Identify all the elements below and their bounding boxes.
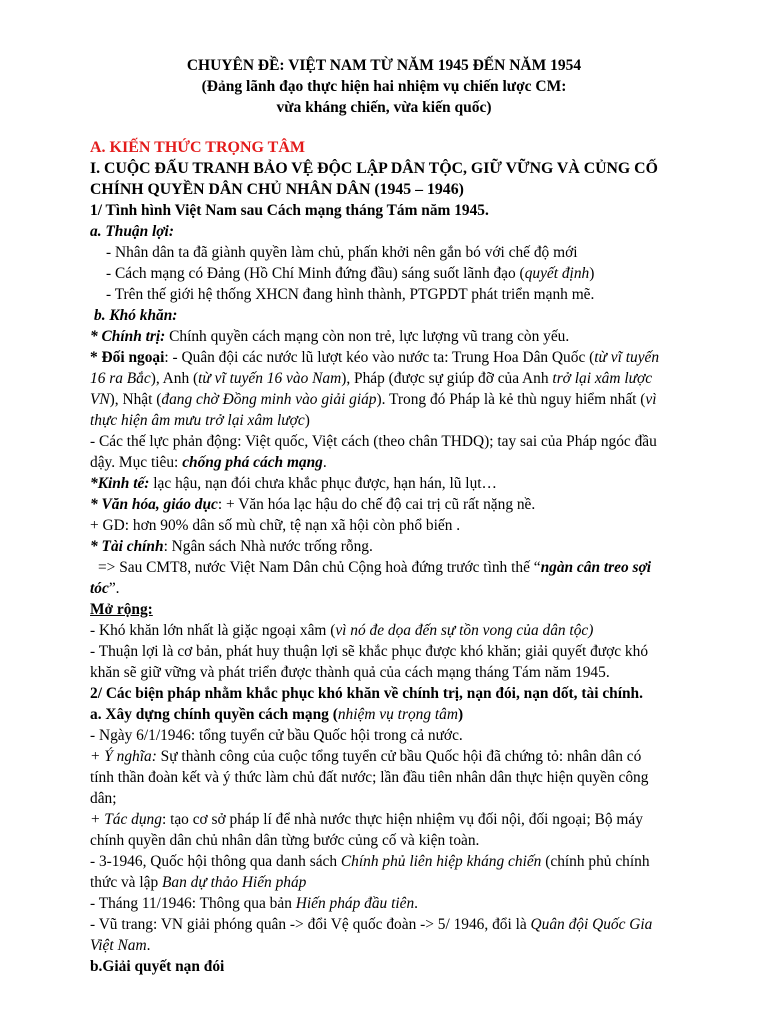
text: .: [322, 454, 327, 471]
header-subtitle-2: vừa kháng chiến, vừa kiến quốc): [276, 99, 492, 116]
emphasis: Chính phủ liên hiệp kháng chiến: [340, 853, 542, 870]
emphasis: tóc: [90, 580, 109, 597]
extension-label: Mở rộng:: [90, 601, 153, 618]
emphasis: Việt Nam: [90, 937, 147, 954]
text: ): [304, 412, 310, 429]
foreign-item-line-4: [90, 410, 710, 431]
part-1-title-line-2: CHÍNH QUYỀN DÂN CHỦ NHÂN DÂN (1945 – 1946): [90, 181, 464, 198]
text: - Tháng 11/1946: Thông qua bản: [90, 895, 296, 912]
election-item: - Ngày 6/1/1946: tổng tuyển cử bầu Quốc hội trong cả nước.: [90, 727, 463, 744]
text: ”.: [108, 580, 120, 597]
emphasis: nhiệm vụ trọng tâm: [337, 706, 458, 723]
text: lạc hậu, nạn đói chưa khắc phục được, hạn hán, lũ lụt…: [149, 475, 497, 492]
label: * Tài chính: [90, 538, 164, 555]
text: : - Quân đội các nước lũ lượt kéo vào nước ta: Trung Hoa Dân Quốc (: [164, 349, 595, 366]
label: + Tác dụng: [90, 811, 162, 828]
text: - Cách mạng có Đảng (Hồ Chí Minh đứng đầu) sáng suốt lãnh đạo (: [106, 265, 525, 282]
government-item-line-1: [90, 851, 710, 872]
emphasis: trở lại xâm lược: [552, 370, 653, 387]
text: a. Xây dựng chính quyền cách mạng (: [90, 706, 338, 723]
foreign-item-line-3: [90, 389, 710, 410]
extension-item-1: [90, 620, 710, 641]
text: : + Văn hóa lạc hậu do chế độ cai trị cũ rất nặng nề.: [217, 496, 536, 513]
text: - Khó khăn lớn nhất là giặc ngoại xâm (: [90, 622, 336, 639]
emphasis: quyết định: [524, 265, 590, 282]
advantage-item-2: [90, 263, 710, 284]
politics-item: [90, 326, 710, 347]
significance-line-2: tính thần đoàn kết và ý thức làm chủ đất nước; lần đầu tiên nhân dân thực hiện quyền công: [90, 769, 649, 786]
header-subtitle-1: (Đảng lãnh đạo thực hiện hai nhiệm vụ chiến lược CM:: [201, 78, 567, 95]
constitution-item: [90, 893, 710, 914]
label: * Đối ngoại: [90, 349, 165, 366]
label: + Ý nghĩa:: [90, 748, 157, 765]
conclusion-line-2: [90, 578, 710, 599]
emphasis: thực hiện âm mưu trở lại xâm lược: [90, 412, 305, 429]
emphasis: ngàn cân treo sợi: [540, 559, 652, 576]
text: ), Nhật (: [109, 391, 162, 408]
government-item-line-2: [90, 872, 710, 893]
section-a-heading: A. KIẾN THỨC TRỌNG TÂM: [90, 139, 305, 156]
effect-line-1: [90, 809, 710, 830]
advantage-item-3: - Trên thế giới hệ thống XHCN đang hình thành, PTGPDT phát triển mạnh mẽ.: [106, 286, 595, 303]
conclusion-line-1: [90, 557, 710, 578]
text: ), Pháp (được sự giúp đỡ của Anh: [341, 370, 553, 387]
text: ), Anh (: [150, 370, 199, 387]
text: : Ngân sách Nhà nước trống rỗng.: [163, 538, 373, 555]
emphasis: đang chờ Đồng minh vào giải giáp: [161, 391, 377, 408]
text: dậy. Mục tiêu:: [90, 454, 183, 471]
significance-line-3: dân;: [90, 790, 117, 807]
text: ): [589, 265, 595, 282]
text: .: [414, 895, 419, 912]
reactionary-item-line-1: - Các thế lực phản động: Việt quốc, Việt cách (theo chân THDQ); tay sai của Pháp ngóc đầu: [90, 433, 657, 450]
emphasis: Hiến pháp đầu tiên: [295, 895, 415, 912]
text: - 3-1946, Quốc hội thông qua danh sách: [90, 853, 341, 870]
document-body: [90, 137, 710, 977]
effect-line-2: chính quyền dân chủ nhân dân từng bước củng cố và kiện toàn.: [90, 832, 480, 849]
economy-item: [90, 473, 710, 494]
emphasis: Quân đội Quốc Gia: [530, 916, 653, 933]
difficulties-label: b. Khó khăn:: [94, 307, 178, 324]
extension-item-2-line-1: - Thuận lợi là cơ bản, phát huy thuận lợi sẽ khắc phục được khó khăn; giải quyết được khó: [90, 643, 649, 660]
text: (chính phủ chính: [541, 853, 650, 870]
emphasis: vì: [645, 391, 657, 408]
text: thức và lập: [90, 874, 163, 891]
text: Chính quyền cách mạng còn non trẻ, lực lượng vũ trang còn yếu.: [165, 328, 570, 345]
reactionary-item-line-2: [90, 452, 710, 473]
text: : tạo cơ sở pháp lí để nhà nước thực hiện nhiệm vụ đối nội, đối ngoại; Bộ máy: [161, 811, 643, 828]
emphasis: VN: [90, 391, 110, 408]
text: ): [457, 706, 464, 723]
label: * Văn hóa, giáo dục: [90, 496, 218, 513]
emphasis: từ vĩ tuyến: [594, 349, 660, 366]
foreign-item-line-1: [90, 347, 710, 368]
emphasis: 16 ra Bắc: [90, 370, 151, 387]
text: Sự thành công của cuộc tổng tuyển cử bầu Quốc hội đã chứng tỏ: nhân dân có: [156, 748, 642, 765]
emphasis: Ban dự thảo Hiến pháp: [162, 874, 307, 891]
text: => Sau CMT8, nước Việt Nam Dân chủ Cộng hoà đứng trước tình thế “: [98, 559, 541, 576]
part-1-title-line-1: I. CUỘC ĐẤU TRANH BẢO VỆ ĐỘC LẬP DÂN TỘC, GIỮ VỮNG VÀ CỦNG CỐ: [90, 160, 658, 177]
significance-line-1: [90, 746, 710, 767]
culture-item: [90, 494, 710, 515]
foreign-item-line-2: [90, 368, 710, 389]
text: - Vũ trang: VN giải phóng quân -> đổi Vệ quốc đoàn -> 5/ 1946, đổi là: [90, 916, 531, 933]
extension-item-2-line-2: khăn sẽ giữ vững và phát triển được thành quả của cách mạng tháng Tám năm 1945.: [90, 664, 610, 681]
label: * Chính trị:: [90, 328, 166, 345]
text: .: [146, 937, 151, 954]
header-title: CHUYÊN ĐỀ: VIỆT NAM TỪ NĂM 1945 ĐẾN NĂM 1954: [186, 57, 582, 74]
subsection-2a-title: [90, 704, 710, 725]
armed-forces-line-2: [90, 935, 710, 956]
education-item: + GD: hơn 90% dân số mù chữ, tệ nạn xã hội còn phổ biến .: [90, 517, 461, 534]
subsection-2-title: 2/ Các biện pháp nhằm khắc phục khó khăn về chính trị, nạn đói, nạn dốt, tài chính.: [90, 685, 643, 702]
emphasis: từ vĩ tuyến 16 vào Nam: [198, 370, 342, 387]
finance-item: [90, 536, 710, 557]
emphasis: chống phá cách mạng: [182, 454, 323, 471]
subsection-1-title: 1/ Tình hình Việt Nam sau Cách mạng tháng Tám năm 1945.: [90, 202, 489, 219]
advantage-item-1: - Nhân dân ta đã giành quyền làm chủ, phấn khởi nên gắn bó với chế độ mới: [106, 244, 578, 261]
advantages-label: a. Thuận lợi:: [90, 223, 174, 240]
subsection-2b-title: b.Giải quyết nạn đói: [90, 958, 225, 975]
text: ). Trong đó Pháp là kẻ thù nguy hiểm nhất (: [376, 391, 646, 408]
label: *Kinh tế:: [90, 475, 150, 492]
emphasis: vì nó đe dọa đến sự tồn vong của dân tộc): [335, 622, 594, 639]
armed-forces-line-1: [90, 914, 710, 935]
